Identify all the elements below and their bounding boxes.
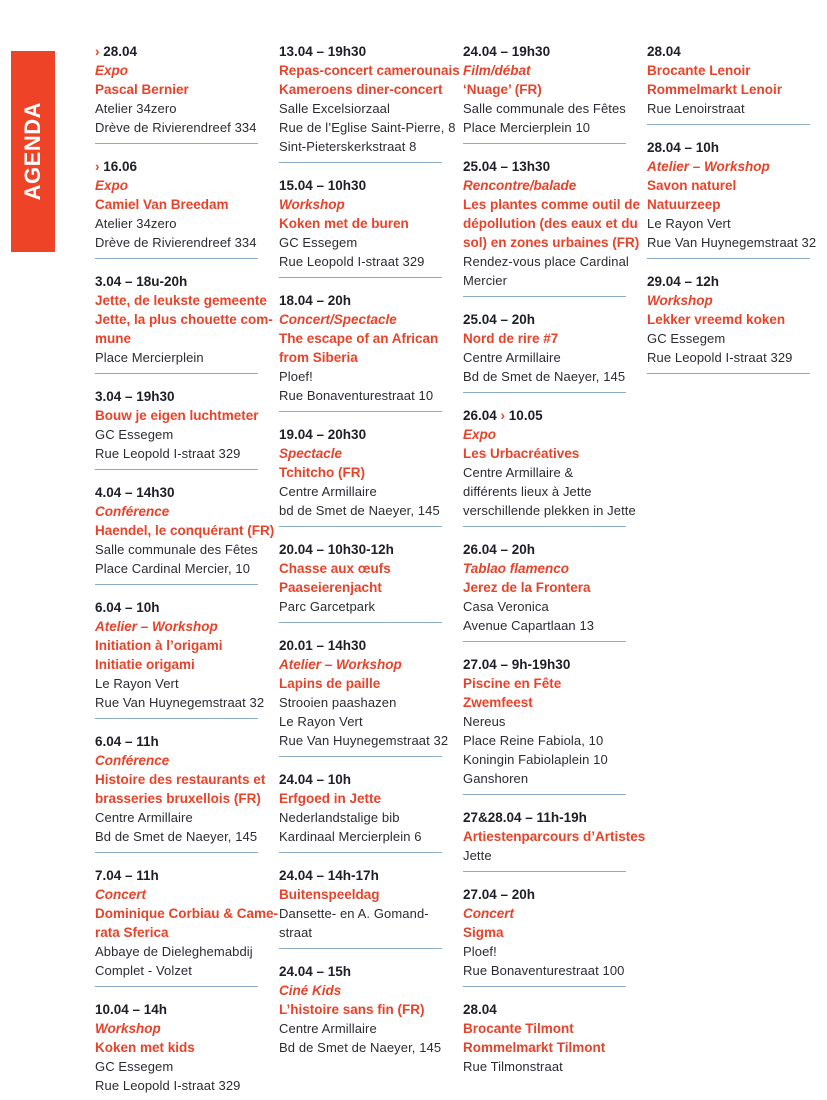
event-detail: Centre Armillaire [95, 810, 193, 825]
event-divider [279, 756, 442, 757]
event-title: Jette, la plus chouette com- [95, 312, 273, 327]
event-title: Bouw je eigen luchtmeter [95, 408, 259, 423]
event-detail: Atelier 34zero [95, 101, 177, 116]
event-title: sol) en zones urbaines (FR) [463, 235, 640, 250]
event [279, 636, 449, 750]
event-date: 26.04 › 10.05 [463, 408, 543, 423]
event-detail: Rue Van Huynegemstraat 32 [647, 235, 817, 250]
event-category: Workshop [647, 293, 713, 308]
chevron-right-icon: › [95, 44, 100, 59]
event-title: Histoire des restaurants et [95, 772, 266, 787]
event-divider [95, 718, 258, 719]
event-divider [95, 852, 258, 853]
event-divider [463, 392, 626, 393]
event-detail: Rue Van Huynegemstraat 32 [279, 733, 449, 748]
event-date: 28.04 [463, 1002, 497, 1017]
event-title: Camiel Van Breedam [95, 197, 229, 212]
event-title: Lekker vreemd koken [647, 312, 786, 327]
event-detail: Complet - Volzet [95, 963, 192, 978]
event [279, 866, 442, 942]
event-date: 15.04 – 10h30 [279, 178, 367, 193]
event-detail: Atelier 34zero [95, 216, 177, 231]
event [463, 42, 626, 137]
event-divider [463, 296, 626, 297]
event-date: 6.04 – 11h [95, 734, 159, 749]
event-divider [463, 794, 626, 795]
event-date: 28.04 – 10h [647, 140, 720, 155]
event-title: Haendel, le conquérant (FR) [95, 523, 275, 538]
event-title: brasseries bruxellois (FR) [95, 791, 261, 806]
event-detail: Abbaye de Dieleghemabdij [95, 944, 253, 959]
event-category: Tablao flamenco [463, 561, 570, 576]
event-detail: Ganshoren [463, 771, 529, 786]
event-detail: Avenue Capartlaan 13 [463, 618, 595, 633]
event-date: 25.04 – 13h30 [463, 159, 551, 174]
event-detail: Bd de Smet de Naeyer, 145 [95, 829, 258, 844]
event-title: dépollution (des eaux et du [463, 216, 638, 231]
event-date: 27.04 – 9h-19h30 [463, 657, 571, 672]
event-title: Jerez de la Frontera [463, 580, 591, 595]
event-date: 27&28.04 – 11h-19h [463, 810, 587, 825]
event-title: mune [95, 331, 132, 346]
event-detail: Ploef! [463, 944, 497, 959]
event-date: 24.04 – 15h [279, 964, 352, 979]
event-detail: Parc Garcetpark [279, 599, 376, 614]
event-divider [279, 411, 442, 412]
event-detail: GC Essegem [279, 235, 358, 250]
event-category: Concert/Spectacle [279, 312, 397, 327]
event-detail: Le Rayon Vert [647, 216, 731, 231]
event-title: Erfgoed in Jette [279, 791, 382, 806]
event-date: 25.04 – 20h [463, 312, 536, 327]
event-title: from Siberia [279, 350, 358, 365]
event [463, 157, 641, 290]
event-detail: Rue Leopold I-straat 329 [647, 350, 793, 365]
event-date: 24.04 – 14h-17h [279, 868, 379, 883]
event [463, 406, 636, 520]
event-title: Buitenspeeldag [279, 887, 380, 902]
event-detail: Dansette- en A. Gomand- [279, 906, 429, 921]
event-category: Concert [463, 906, 515, 921]
event-category: Conférence [95, 504, 170, 519]
event-category: Spectacle [279, 446, 343, 461]
event-title: Lapins de paille [279, 676, 381, 691]
event [463, 808, 646, 865]
chevron-right-icon: › [500, 408, 506, 423]
event [647, 138, 817, 252]
event-category: Expo [95, 63, 129, 78]
event-title: ‘Nuage’ (FR) [463, 82, 542, 97]
event-detail: Place Mercierplein [95, 350, 204, 365]
event [463, 310, 626, 386]
event-divider [647, 373, 810, 374]
event-detail: Salle communale des Fêtes [95, 542, 258, 557]
event-date: 19.04 – 20h30 [279, 427, 367, 442]
agenda-column-4 [647, 42, 817, 387]
event-title: Paaseierenjacht [279, 580, 382, 595]
event-detail: Rue Bonaventurestraat 100 [463, 963, 625, 978]
event [95, 1000, 258, 1095]
event-divider [463, 871, 626, 872]
event-title: Koken met de buren [279, 216, 409, 231]
event [647, 272, 810, 367]
event-divider [279, 526, 442, 527]
event-detail: Rue Tilmonstraat [463, 1059, 563, 1074]
event-detail: Mercier [463, 273, 508, 288]
event-title: Jette, de leukste gemeente [95, 293, 267, 308]
event-detail: Centre Armillaire & [463, 465, 574, 480]
event-title: Brocante Lenoir [647, 63, 751, 78]
event [95, 387, 258, 463]
event-title: Initiatie origami [95, 657, 195, 672]
event-divider [95, 584, 258, 585]
event-detail: GC Essegem [95, 1059, 174, 1074]
event-detail: Bd de Smet de Naeyer, 145 [463, 369, 626, 384]
event-category: Ciné Kids [279, 983, 342, 998]
event-category: Conférence [95, 753, 170, 768]
event-divider [463, 143, 626, 144]
event-detail: Rendez-vous place Cardinal [463, 254, 629, 269]
event-title: Rommelmarkt Tilmont [463, 1040, 606, 1055]
event [647, 42, 810, 118]
event-detail: Nederlandstalige bib [279, 810, 400, 825]
event-divider [279, 162, 442, 163]
event-detail: Salle communale des Fêtes [463, 101, 626, 116]
event-date: › 28.04 [95, 44, 138, 59]
agenda-columns [95, 42, 817, 1095]
event-title: L’histoire sans fin (FR) [279, 1002, 425, 1017]
event-title: Zwemfeest [463, 695, 533, 710]
event-title: Artiestenparcours d’Artistes [463, 829, 646, 844]
event-detail: Rue Leopold I-straat 329 [95, 1078, 241, 1093]
event-date: 13.04 – 19h30 [279, 44, 367, 59]
event [95, 866, 279, 980]
event-title: Natuurzeep [647, 197, 721, 212]
event-detail: Kardinaal Mercierplein 6 [279, 829, 422, 844]
event-detail: Centre Armillaire [463, 350, 561, 365]
event-title: Repas-concert camerounais [279, 63, 460, 78]
event [95, 42, 258, 137]
event-detail: Le Rayon Vert [279, 714, 363, 729]
event-date: 24.04 – 19h30 [463, 44, 551, 59]
event-detail: Jette [463, 848, 492, 863]
event-date: 20.04 – 10h30-12h [279, 542, 394, 557]
event-detail: Sint-Pieterskerkstraat 8 [279, 139, 417, 154]
event-date: 10.04 – 14h [95, 1002, 168, 1017]
event-divider [95, 373, 258, 374]
event-detail: Rue Bonaventurestraat 10 [279, 388, 434, 403]
event-date: 3.04 – 19h30 [95, 389, 175, 404]
event-divider [279, 277, 442, 278]
event-date: 18.04 – 20h [279, 293, 352, 308]
event-divider [463, 641, 626, 642]
event-title: Kameroens diner-concert [279, 82, 443, 97]
event-title: Nord de rire #7 [463, 331, 559, 346]
event-title: Initiation à l’origami [95, 638, 223, 653]
agenda-column-2 [279, 42, 460, 1057]
event-date: 29.04 – 12h [647, 274, 720, 289]
event-title: Piscine en Fête [463, 676, 562, 691]
event-divider [647, 258, 810, 259]
event-title: Sigma [463, 925, 504, 940]
event-date: 20.01 – 14h30 [279, 638, 367, 653]
event [95, 732, 266, 846]
event-title: Les Urbacréatives [463, 446, 580, 461]
event-divider [95, 143, 258, 144]
event-title: Pascal Bernier [95, 82, 189, 97]
event-detail: différents lieux à Jette [463, 484, 592, 499]
event [463, 1000, 626, 1076]
event-divider [279, 622, 442, 623]
event-detail: Centre Armillaire [279, 1021, 377, 1036]
event-detail: GC Essegem [647, 331, 726, 346]
event-detail: Rue Van Huynegemstraat 32 [95, 695, 265, 710]
event [95, 272, 273, 367]
event-divider [647, 124, 810, 125]
event-detail: Salle Excelsiorzaal [279, 101, 391, 116]
event-detail: Place Reine Fabiola, 10 [463, 733, 604, 748]
event-category: Atelier – Workshop [95, 619, 218, 634]
event-title: rata Sferica [95, 925, 169, 940]
event-title: Dominique Corbiau & Came- [95, 906, 279, 921]
event [279, 425, 442, 520]
event-title: The escape of an African [279, 331, 439, 346]
event-category: Atelier – Workshop [647, 159, 770, 174]
event-category: Film/débat [463, 63, 531, 78]
event-detail: Rue Lenoirstraat [647, 101, 745, 116]
event-detail: bd de Smet de Naeyer, 145 [279, 503, 440, 518]
event-date: 7.04 – 11h [95, 868, 159, 883]
event-detail: Rue de l’Eglise Saint-Pierre, 8 [279, 120, 456, 135]
event-detail: Drève de Rivierendreef 334 [95, 235, 257, 250]
event-category: Concert [95, 887, 147, 902]
event-detail: Nereus [463, 714, 506, 729]
event-detail: GC Essegem [95, 427, 174, 442]
event-category: Expo [95, 178, 129, 193]
event-category: Workshop [95, 1021, 161, 1036]
event-divider [463, 986, 626, 987]
event-category: Atelier – Workshop [279, 657, 402, 672]
event-date: 28.04 [647, 44, 681, 59]
agenda-column-1 [95, 42, 279, 1095]
event-category: Rencontre/balade [463, 178, 577, 193]
event-title: Koken met kids [95, 1040, 195, 1055]
event [279, 770, 442, 846]
event-detail: Place Mercierplein 10 [463, 120, 591, 135]
agenda-column-3 [463, 42, 646, 1076]
event-detail: Bd de Smet de Naeyer, 145 [279, 1040, 442, 1055]
event-date: 26.04 – 20h [463, 542, 536, 557]
event-detail: Strooien paashazen [279, 695, 397, 710]
event-title: Tchitcho (FR) [279, 465, 365, 480]
event-detail: Rue Leopold I-straat 329 [95, 446, 241, 461]
event [95, 483, 275, 578]
event-date: › 16.06 [95, 159, 138, 174]
event-title: Rommelmarkt Lenoir [647, 82, 783, 97]
event [279, 962, 442, 1057]
event-divider [95, 258, 258, 259]
event [463, 655, 626, 788]
event [279, 291, 442, 405]
event-detail: Le Rayon Vert [95, 676, 179, 691]
event-date: 3.04 – 18u-20h [95, 274, 188, 289]
event-category: Expo [463, 427, 497, 442]
agenda-section-tab [11, 51, 55, 252]
event-detail: verschillende plekken in Jette [463, 503, 636, 518]
event-detail: Rue Leopold I-straat 329 [279, 254, 425, 269]
event-detail: Place Cardinal Mercier, 10 [95, 561, 251, 576]
event [95, 598, 265, 712]
chevron-right-icon: › [95, 159, 100, 174]
event [463, 540, 626, 635]
event-title: Chasse aux œufs [279, 561, 391, 576]
event-detail: Casa Veronica [463, 599, 549, 614]
event-date: 27.04 – 20h [463, 887, 536, 902]
event-date: 4.04 – 14h30 [95, 485, 175, 500]
event-category: Workshop [279, 197, 345, 212]
event-title: Brocante Tilmont [463, 1021, 574, 1036]
event-date: 6.04 – 10h [95, 600, 160, 615]
event-divider [95, 469, 258, 470]
event-detail: straat [279, 925, 313, 940]
event [279, 540, 442, 616]
event-date: 24.04 – 10h [279, 772, 352, 787]
event [279, 176, 442, 271]
event-divider [279, 948, 442, 949]
event [463, 885, 626, 980]
event-divider [279, 852, 442, 853]
event [279, 42, 460, 156]
event-divider [463, 526, 626, 527]
event-detail: Drève de Rivierendreef 334 [95, 120, 257, 135]
event [95, 157, 258, 252]
event-title: Les plantes comme outil de [463, 197, 641, 212]
event-title: Savon naturel [647, 178, 737, 193]
event-detail: Koningin Fabiolaplein 10 [463, 752, 608, 767]
event-detail: Centre Armillaire [279, 484, 377, 499]
event-divider [95, 986, 258, 987]
agenda-tab-label: AGENDA [20, 102, 45, 201]
event-detail: Ploef! [279, 369, 313, 384]
